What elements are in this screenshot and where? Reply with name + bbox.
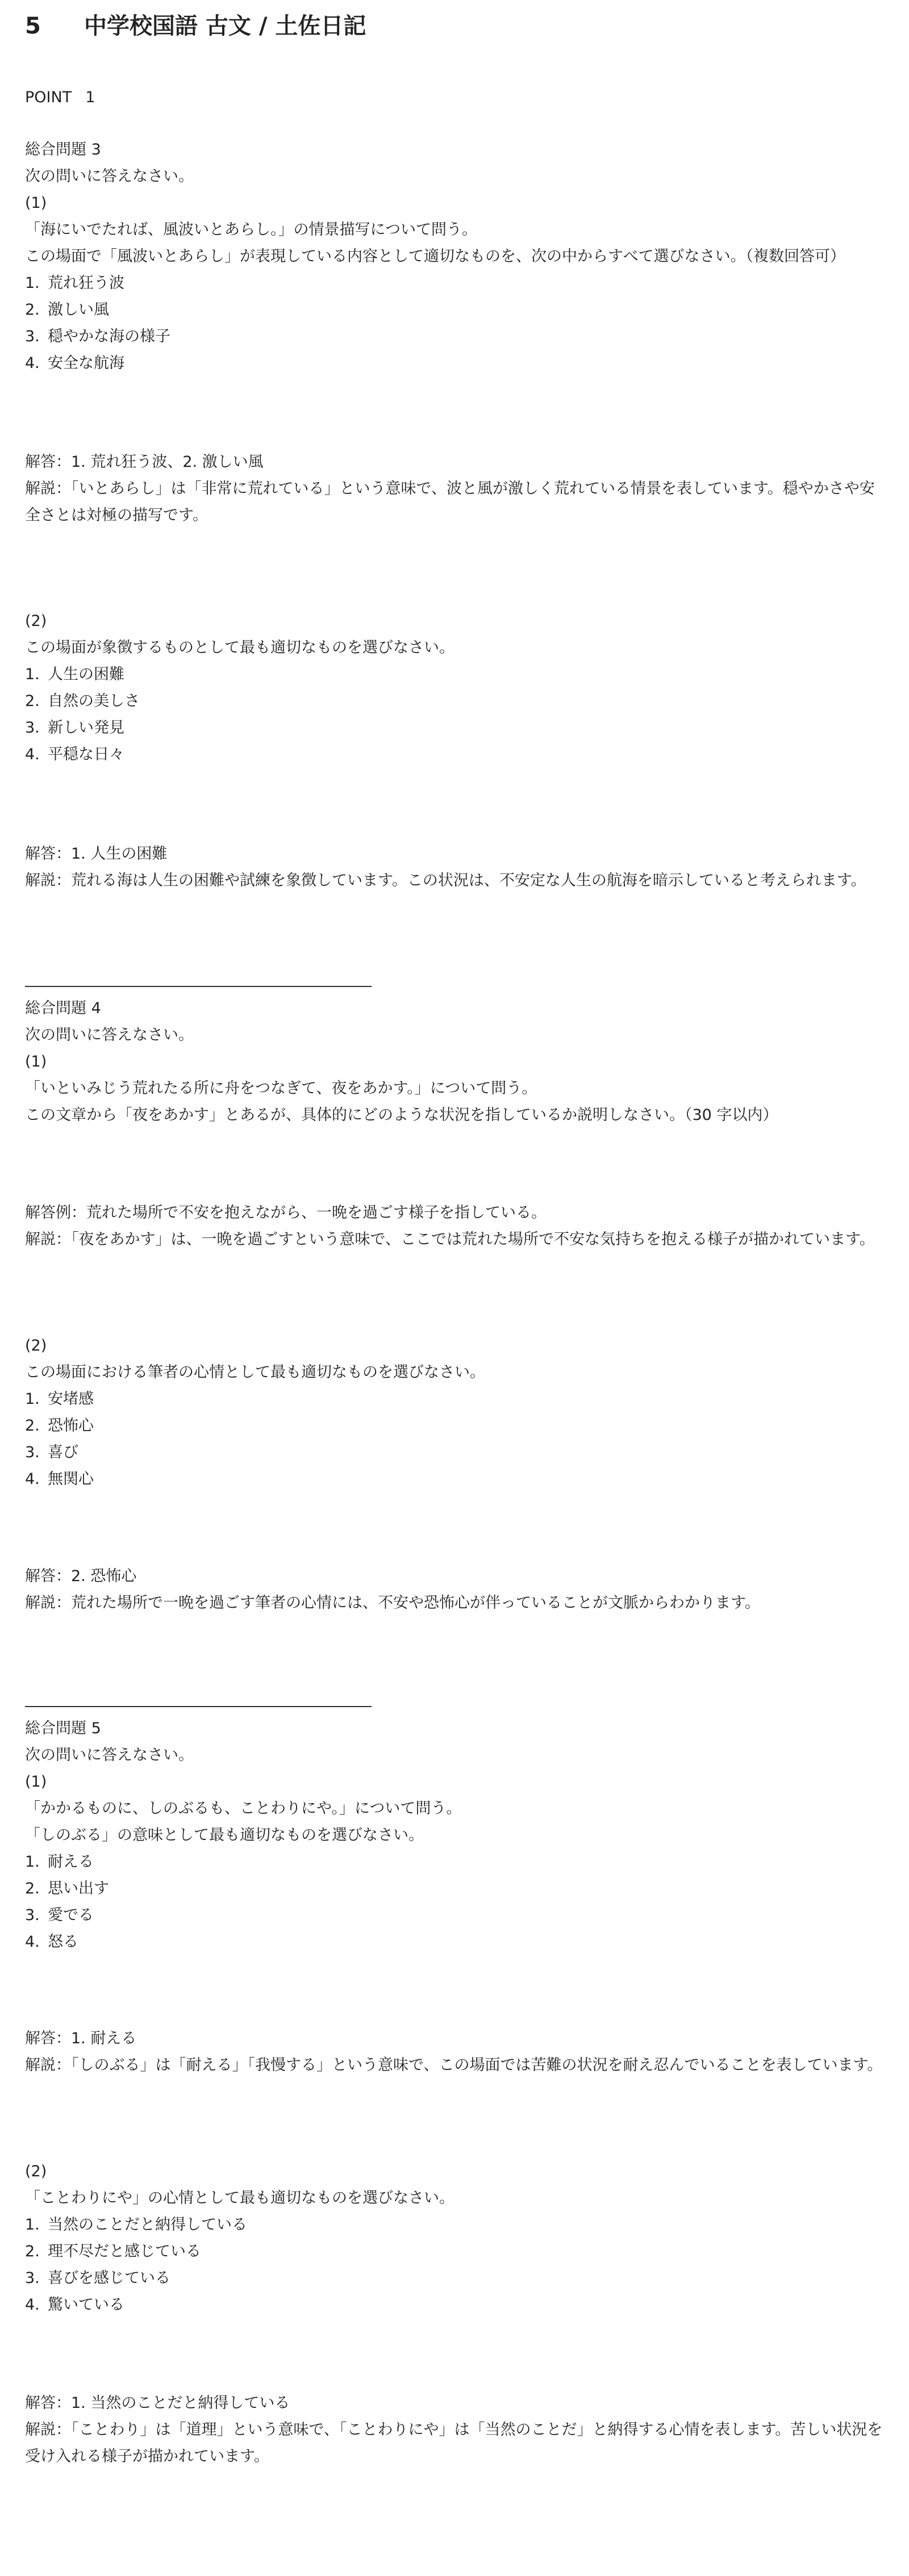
option-item: 3. 喜び — [25, 1444, 78, 1461]
question-number: (1) — [25, 1773, 47, 1791]
question-text: この場面における筆者の心情として最も適切なものを選びなさい。 — [25, 1364, 485, 1381]
question-number: (2) — [25, 1337, 47, 1354]
answer-text: 解答例：荒れた場所で不安を抱えながら、一晩を過ごす様子を指している。 — [25, 1204, 547, 1222]
option-list — [25, 1386, 889, 1492]
option-item: 4. 驚いている — [25, 2296, 124, 2314]
point-number: 1 — [85, 89, 95, 106]
section-instruction: 次の問いに答えなさい。 — [25, 1026, 194, 1044]
question-block — [25, 1332, 889, 1492]
option-item: 3. 穏やかな海の様子 — [25, 328, 170, 345]
title-text: 中学校国語 古文 / 土佐日記 — [84, 13, 366, 39]
section-3-header — [25, 136, 889, 377]
answer-text: 解答：2. 恐怖心 — [25, 1567, 137, 1585]
option-item: 2. 思い出す — [25, 1880, 109, 1897]
question-number: (2) — [25, 612, 47, 630]
title-number: 5 — [25, 13, 41, 39]
explanation-text: 解説：「ことわり」は「道理」という意味で、「ことわりにや」は「当然のことだ」と納得する心情を表します。苦しい状況を受け入れる様子が描かれています。 — [25, 2421, 883, 2465]
option-item: 3. 新しい発見 — [25, 719, 124, 737]
section-instruction: 次の問いに答えなさい。 — [25, 168, 194, 185]
answer-block — [25, 840, 889, 894]
option-item: 4. 安全な航海 — [25, 354, 124, 372]
question-number: (1) — [25, 194, 47, 212]
question-block — [25, 2158, 889, 2318]
section-heading: 総合問題 3 — [25, 141, 101, 158]
question-text: 「ことわりにや」の心情として最も適切なものを選びなさい。 — [25, 2189, 454, 2207]
option-item: 2. 理不尽だと感じている — [25, 2243, 201, 2260]
option-item: 3. 喜びを感じている — [25, 2269, 170, 2287]
question-text: 「しのぶる」の意味として最も適切なものを選びなさい。 — [25, 1826, 424, 1844]
option-item: 4. 平穏な日々 — [25, 746, 124, 763]
option-item: 1. 耐える — [25, 1853, 94, 1871]
question-text: この場面が象徴するものとして最も適切なものを選びなさい。 — [25, 639, 454, 656]
section-heading: 総合問題 4 — [25, 1000, 101, 1017]
section-5-header — [25, 1715, 889, 1955]
section-4-header — [25, 995, 889, 1128]
answer-block — [25, 1563, 889, 1616]
option-item: 3. 愛でる — [25, 1906, 94, 1924]
question-text: この文章から「夜をあかす」とあるが、具体的にどのような状況を指しているか説明しなさい。（30 字以内） — [25, 1106, 778, 1124]
option-item: 4. 無関心 — [25, 1470, 94, 1488]
question-block — [25, 608, 889, 768]
option-item: 2. 恐怖心 — [25, 1417, 94, 1435]
question-text: 「海にいでたれば、風波いとあらし。」の情景描写について問う。 — [25, 221, 477, 239]
section-divider — [25, 1706, 372, 1707]
answer-text: 解答：1. 当然のことだと納得している — [25, 2394, 290, 2412]
option-item: 1. 安堵感 — [25, 1390, 94, 1408]
explanation-text: 解説：「しのぶる」は「耐える」「我慢する」という意味で、この場面では苦難の状況を耐え忍んでいることを表しています。 — [25, 2056, 883, 2074]
section-divider — [25, 986, 372, 987]
question-number: (1) — [25, 1053, 47, 1070]
option-item: 1. 当然のことだと納得している — [25, 2216, 247, 2234]
explanation-text: 解説：荒れる海は人生の困難や試練を象徴しています。この状況は、不安定な人生の航海を暗示していると考えられます。 — [25, 872, 866, 889]
section-instruction: 次の問いに答えなさい。 — [25, 1746, 194, 1764]
answer-text: 解答：1. 荒れ狂う波、2. 激しい風 — [25, 453, 264, 471]
option-list — [25, 1849, 889, 1955]
option-item: 1. 人生の困難 — [25, 666, 124, 683]
section-heading: 総合問題 5 — [25, 1720, 101, 1737]
option-item: 1. 荒れ狂う波 — [25, 274, 124, 292]
option-item: 2. 激しい風 — [25, 301, 109, 319]
option-list — [25, 661, 889, 768]
answer-text: 解答：1. 耐える — [25, 2030, 137, 2047]
option-list — [25, 270, 889, 377]
answer-block — [25, 1199, 889, 1253]
explanation-text: 解説：「いとあらし」は「非常に荒れている」という意味で、波と風が激しく荒れている情景を表しています。穏やかさや安全さとは対極の描写です。 — [25, 480, 875, 524]
question-number: (2) — [25, 2163, 47, 2180]
answer-block — [25, 449, 889, 529]
answer-text: 解答：1. 人生の困難 — [25, 845, 168, 863]
explanation-text: 解説：荒れた場所で一晩を過ごす筆者の心情には、不安や恐怖心が伴っていることが文脈からわかります。 — [25, 1594, 760, 1612]
answer-block — [25, 2025, 889, 2079]
page-title — [25, 8, 366, 40]
question-text: この場面で「風波いとあらし」が表現している内容として適切なものを、次の中からすべて選びなさい。（複数回答可） — [25, 248, 845, 265]
question-text: 「かかるものに、しのぶるも、ことわりにや。」について問う。 — [25, 1800, 462, 1817]
option-item: 2. 自然の美しさ — [25, 692, 140, 710]
option-item: 4. 怒る — [25, 1933, 78, 1951]
point-label: POINT 1 — [25, 89, 95, 106]
question-text: 「いといみじう荒れたる所に舟をつなぎて、夜をあかす。」について問う。 — [25, 1080, 537, 1097]
explanation-text: 解説：「夜をあかす」は、一晩を過ごすという意味で、ここでは荒れた場所で不安な気持ちを抱える様子が描かれています。 — [25, 1231, 875, 1248]
answer-block — [25, 2390, 889, 2470]
option-list — [25, 2211, 889, 2318]
